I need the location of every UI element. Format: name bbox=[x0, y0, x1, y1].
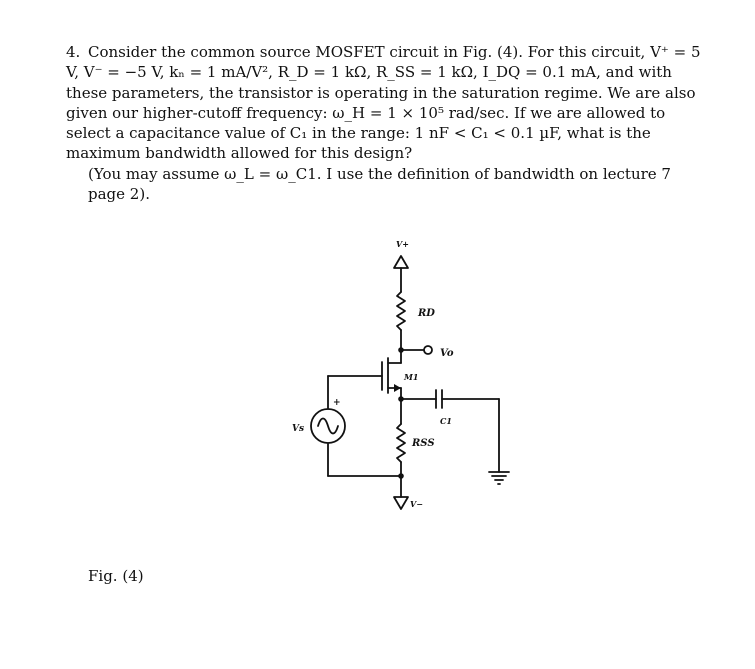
problem-note: (You may assume ω_L = ω_C1. I use the definition of bandwidth on lecture 7 page 2). bbox=[88, 164, 671, 204]
junction-dot bbox=[398, 396, 404, 402]
label-vo: Vo bbox=[440, 348, 454, 359]
vminus-supply-symbol bbox=[394, 497, 408, 509]
rd-resistor bbox=[397, 292, 405, 330]
vplus-supply-symbol bbox=[394, 256, 408, 268]
label-vs: Vs bbox=[292, 424, 305, 434]
rss-resistor bbox=[397, 424, 405, 462]
label-vminus: V− bbox=[410, 499, 423, 509]
label-vplus: V+ bbox=[396, 239, 409, 249]
junction-dot bbox=[398, 347, 404, 353]
problem-statement bbox=[66, 42, 702, 204]
label-rd: RD bbox=[418, 308, 435, 319]
problem-number: 4. bbox=[66, 43, 81, 61]
circuit-diagram bbox=[270, 228, 540, 528]
label-m1: M1 bbox=[404, 372, 419, 382]
label-rss: RSS bbox=[412, 438, 435, 449]
figure-caption: Fig. (4) bbox=[88, 567, 144, 585]
mosfet-source-arrow bbox=[394, 384, 401, 392]
vo-node bbox=[424, 346, 432, 354]
problem-text: Consider the common source MOSFET circuit in Fig. (4). For this circuit, V⁺ = 5 V, V⁻ = −5 V, kₙ = 1 mA/V², R_D = 1 kΩ, R_SS = 1 kΩ, I_DQ = 0.1 mA, and with these parameters, the transistor is operating in the saturation regime. We are also given our higher-cutoff frequency: ω_H = 1 × 10⁵ rad/sec. If we are allowed to select a capacitance value of C₁ in the range: 1 nF < C₁ < 0.1 µF, what is the maximum bandwidth allowed for this design? bbox=[66, 43, 701, 163]
label-plus: + bbox=[333, 398, 341, 408]
sine-icon bbox=[318, 419, 338, 434]
junction-dot bbox=[398, 473, 404, 479]
label-c1: C1 bbox=[440, 416, 452, 426]
